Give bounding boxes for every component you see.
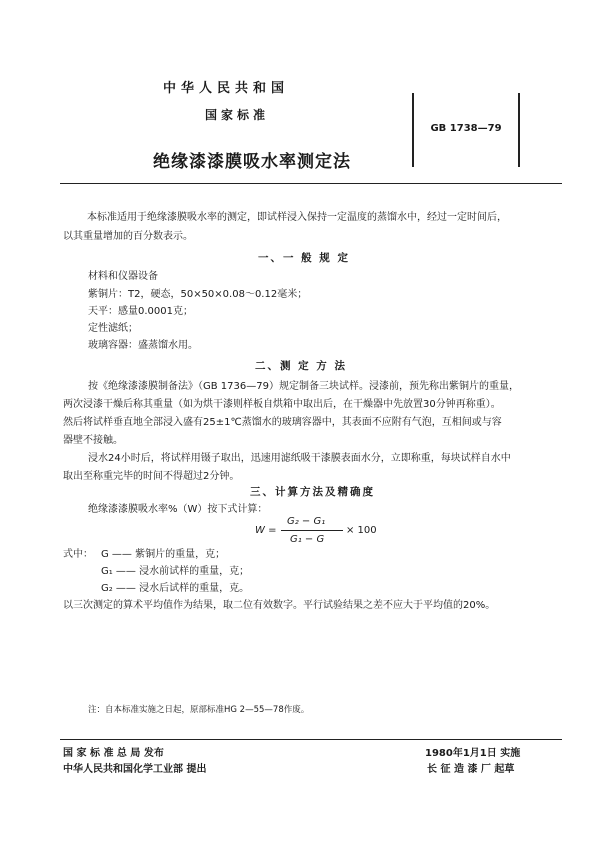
list-item: 材料和仪器设备 [88,271,158,282]
footnote: 注：自本标准实施之日起，原部标准HG 2—55—78作废。 [88,705,310,715]
intro-line-2: 以其重量增加的百分数表示。 [63,231,193,242]
paragraph-line: 浸水24小时后，将试样用镊子取出，迅速用滤纸吸干漆膜表面水分，立即称重，每块试样自水中 [88,453,511,464]
section-3-heading: 三、计算方法及精确度 [250,486,375,498]
effective-date: 1980年1月1日 实施 [425,748,521,759]
issuer: 国 家 标 准 总 局 发布 [63,748,164,759]
formula-denominator: G₁ − G [290,534,325,545]
intro-line-1: 本标准适用于绝缘漆膜吸水率的测定，即试样浸入保持一定温度的蒸馏水中，经过一定时间后， [87,212,507,223]
section-1-heading: 一、一 般 规 定 [258,252,350,264]
drafter: 长 征 造 漆 厂 起草 [427,764,515,775]
fraction-bar [281,530,343,531]
paragraph-line: 取出至称重完毕的时间不得超过2分钟。 [63,471,240,482]
standard-number: GB 1738—79 [430,123,502,134]
standard-type-heading: 国家标准 [205,108,270,122]
country-heading: 中华人民共和国 [163,81,290,96]
standard-number-box [412,93,520,167]
where-label: 式中： [63,549,93,560]
result-statement: 以三次测定的算术平均值作为结果，取二位有效数字。平行试验结果之差不应大于平均值的20%。 [63,600,496,611]
document-title: 绝缘漆漆膜吸水率测定法 [153,152,351,172]
header-divider [60,183,562,184]
paragraph-line: 两次浸漆干燥后称其重量（如为烘干漆则样板自烘箱中取出后，在干燥器中先放置30分钟再称重）。 [63,399,501,410]
definition-item: G —— 紫铜片的重量，克； [101,549,226,560]
paragraph-line: 按《绝缘漆漆膜制备法》（GB 1736—79）规定制备三块试样。浸漆前，预先称出紫铜片的重量， [88,381,519,392]
proposer: 中华人民共和国化学工业部 提出 [63,764,207,775]
paragraph-line: 器壁不接触。 [63,435,123,446]
footer-divider [60,739,562,740]
list-item: 定性滤纸； [88,323,138,334]
formula-intro: 绝缘漆漆膜吸水率%（W）按下式计算： [88,504,268,515]
list-item: 紫铜片：T2，硬态，50×50×0.08～0.12毫米； [88,289,308,300]
formula-lhs: W = [255,525,277,536]
definition-item: G₁ —— 浸水前试样的重量，克； [101,566,250,577]
section-2-heading: 二、测 定 方 法 [255,360,347,372]
formula-multiplier: × 100 [346,525,377,536]
formula-numerator: G₂ − G₁ [287,516,326,527]
paragraph-line: 然后将试样垂直地全部浸入盛有25±1℃蒸馏水的玻璃容器中，其表面不应附有气泡，互相间或与容 [63,417,502,428]
list-item: 玻璃容器：盛蒸馏水用。 [88,340,198,351]
definition-item: G₂ —— 浸水后试样的重量，克。 [101,583,250,594]
list-item: 天平：感量0.0001克； [88,306,193,317]
